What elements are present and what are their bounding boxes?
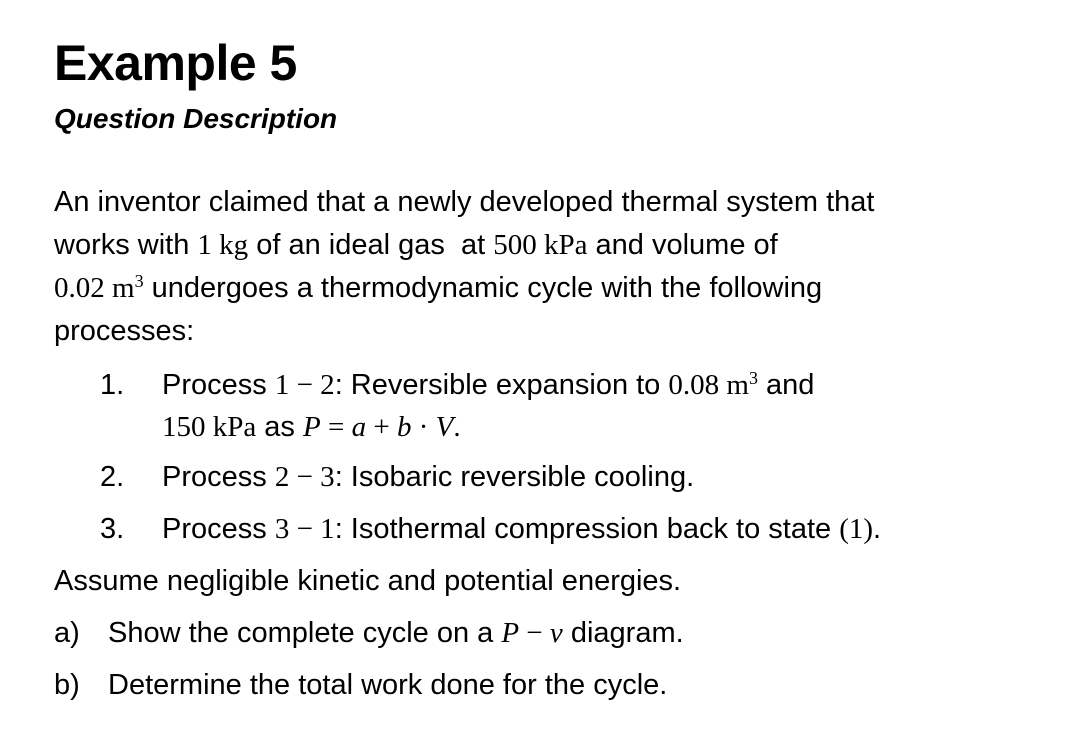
process-text: Process [162,369,275,401]
statement-text: An inventor claimed that a newly developed thermal system that [54,186,875,218]
statement-line-1 [54,181,1014,224]
question-text: Determine the total work done for the cycle. [108,669,668,701]
list-item [54,364,1044,448]
equation-operator: − [519,617,550,649]
equation-symbol: P [501,617,520,649]
equation-operator: . [453,411,461,443]
list-number: 2. [100,461,125,493]
question-b [54,664,667,706]
process-text: Process [162,513,275,545]
section-subtitle: Question Description [54,103,338,134]
volume-exponent: 3 [748,368,758,389]
pressure-value: 150 kPa [162,411,257,443]
statement-text: and volume of [587,229,778,261]
list-number: 3. [100,513,125,545]
statement-text: of an ideal gas at [248,229,494,261]
statement-line-4 [54,310,1014,353]
statement-line-2 [54,224,1014,267]
volume-exponent: 3 [134,271,144,292]
process-label: 3 − 1 [274,513,335,545]
list-item [54,456,1044,498]
process-text: Process [162,461,275,493]
question-label: a) [54,617,80,649]
pressure-value: 500 kPa [493,229,588,261]
equation-symbol: b [396,411,412,443]
mass-value: 1 kg [197,229,249,261]
list-item [54,508,1044,550]
assumption-text: Assume negligible kinetic and potential energies. [54,565,682,597]
process-text: : Reversible expansion to [334,369,669,401]
list-number: 1. [100,369,125,401]
equation-operator: = [320,411,352,443]
equation-operator: · [411,411,436,443]
statement-line-3 [54,267,1014,310]
equation-operator: + [366,411,397,443]
question-text: Show the complete cycle on a [108,617,502,649]
process-label: 2 − 3 [274,461,335,493]
equation-symbol: v [549,617,563,649]
process-text: and [757,369,815,401]
statement-text: processes: [54,315,195,347]
process-text: : Isothermal compression back to state [334,513,840,545]
question-a [54,612,684,654]
equation-symbol: P [303,411,321,443]
problem-statement [54,181,1014,353]
volume-value: 0.08 m [668,369,749,401]
process-text: : Isobaric reversible cooling. [334,461,695,493]
page-title: Example 5 [54,35,297,91]
process-text: . [873,513,882,545]
process-list [54,364,1044,550]
volume-value: 0.02 m [54,272,135,304]
equation-symbol: a [351,411,367,443]
statement-text: works with [54,229,198,261]
process-text: as [256,411,303,443]
statement-text: undergoes a thermodynamic cycle with the following [143,272,823,304]
state-label: (1) [839,513,874,545]
question-label: b) [54,669,80,701]
process-label: 1 − 2 [274,369,335,401]
equation-symbol: V [435,411,454,443]
question-text: diagram. [562,617,684,649]
